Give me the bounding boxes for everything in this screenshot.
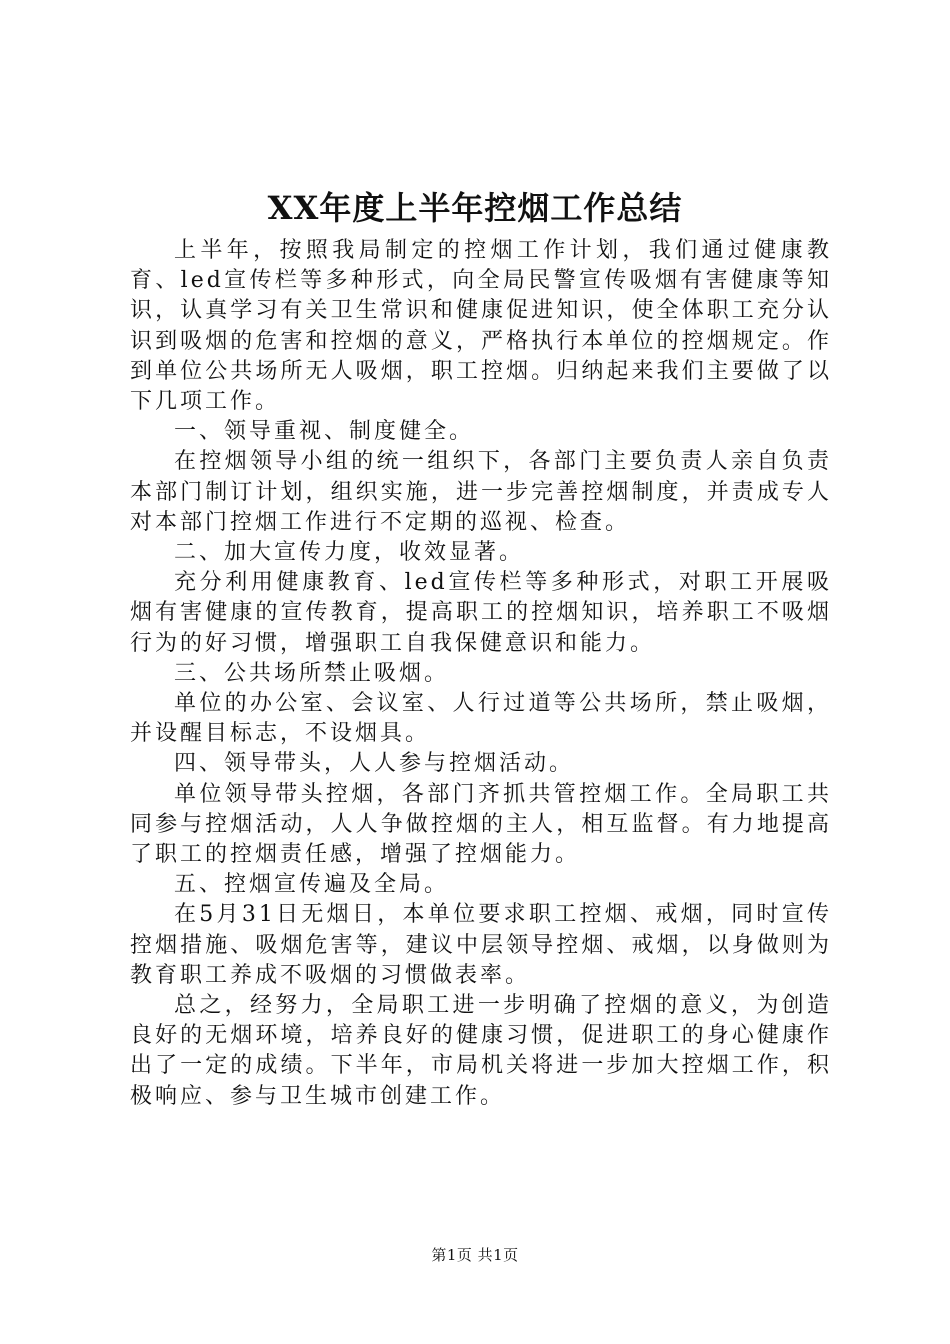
section-heading-3: 三、公共场所禁止吸烟。 — [174, 660, 450, 686]
section-paragraph-3: 单位的办公室、会议室、人行过道等公共场所，禁止吸烟，并设醒目标志，不设烟具。 — [130, 691, 832, 747]
section-paragraph-2: 充分利用健康教育、led宣传栏等多种形式，对职工开展吸烟有害健康的宣传教育，提高职工的控烟知识，培养职工不吸烟行为的好习惯，增强职工自我保健意识和能力。 — [130, 570, 832, 656]
document-title: XX年度上半年控烟工作总结 — [267, 189, 683, 227]
section-paragraph-1: 在控烟领导小组的统一组织下，各部门主要负责人亲自负责本部门制订计划，组织实施，进一步完善控烟制度，并责成专人对本部门控烟工作进行不定期的巡视、检查。 — [130, 449, 832, 535]
section-heading-1: 一、领导重视、制度健全。 — [174, 419, 475, 445]
section-heading-2: 二、加大宣传力度，收效显著。 — [174, 540, 525, 566]
section-heading-5: 五、控烟宣传遍及全局。 — [174, 872, 450, 898]
document-body — [130, 236, 832, 1112]
page-footer: 第1页 共1页 — [431, 1246, 519, 1264]
section-heading-4: 四、领导带头，人人参与控烟活动。 — [174, 751, 575, 777]
intro-paragraph: 上半年，按照我局制定的控烟工作计划，我们通过健康教育、led宣传栏等多种形式，向全局民警宣传吸烟有害健康等知识，认真学习有关卫生常识和健康促进知识，使全体职工充分认识到吸烟的危害和控烟的意义，严格执行本单位的控烟规定。作到单位公共场所无人吸烟，职工控烟。归纳起来我们主要做了以下几项工作。 — [130, 238, 832, 415]
section-paragraph-5: 在5月31日无烟日，本单位要求职工控烟、戒烟，同时宣传控烟措施、吸烟危害等，建议中层领导控烟、戒烟，以身做则为教育职工养成不吸烟的习惯做表率。 — [130, 902, 832, 988]
conclusion-paragraph: 总之，经努力，全局职工进一步明确了控烟的意义，为创造良好的无烟环境，培养良好的健康习惯，促进职工的身心健康作出了一定的成绩。下半年，市局机关将进一步加大控烟工作，积极响应、参与卫生城市创建工作。 — [130, 993, 832, 1109]
section-paragraph-4: 单位领导带头控烟，各部门齐抓共管控烟工作。全局职工共同参与控烟活动，人人争做控烟的主人，相互监督。有力地提高了职工的控烟责任感，增强了控烟能力。 — [130, 781, 832, 868]
